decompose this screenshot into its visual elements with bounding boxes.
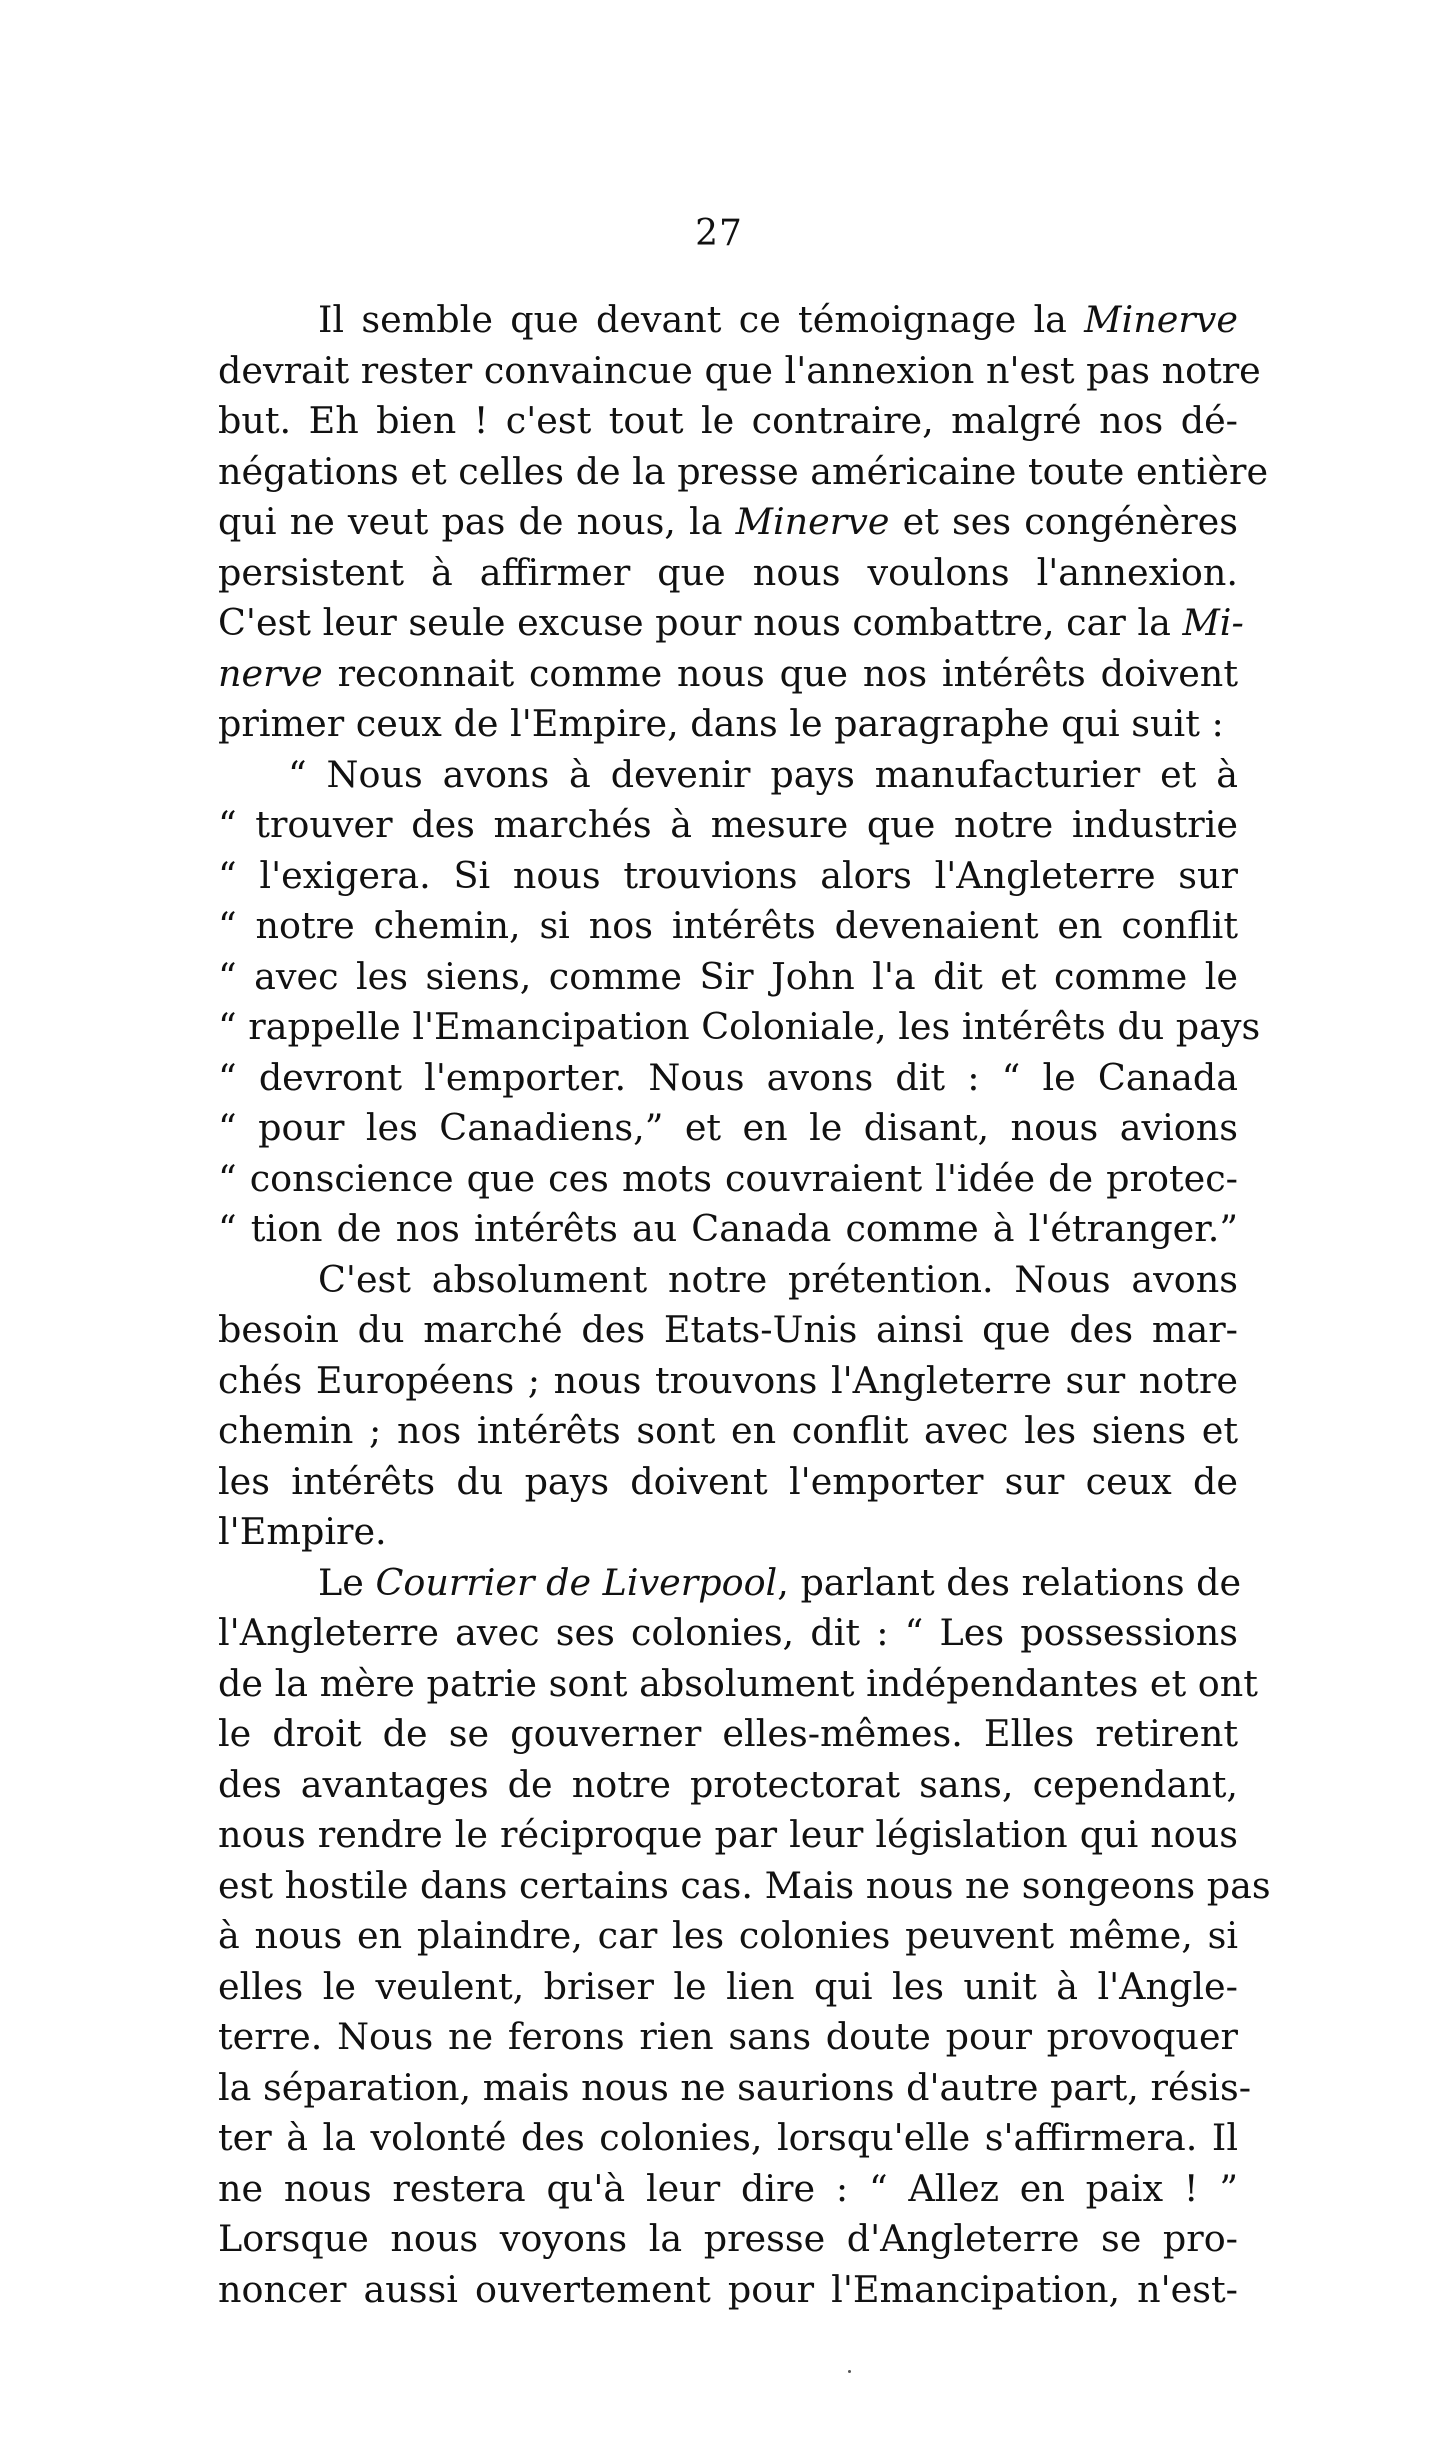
text-line: à nous en plaindre, car les colonies peuvent même, si	[218, 1914, 1238, 1957]
italic-title-minerve: Minerve	[1084, 298, 1238, 341]
italic-title-minerve: nerve	[218, 651, 323, 695]
text-line: “ Nous avons à devenir pays manufacturier et à	[288, 752, 1238, 796]
text-line: noncer aussi ouvertement pour l'Emancipation, n'est-	[218, 2267, 1238, 2311]
text-line: les intérêts du pays doivent l'emporter sur ceux de	[218, 1459, 1238, 1503]
text-line: négations et celles de la presse américaine toute entière	[218, 449, 1269, 493]
paragraph	[218, 1255, 1238, 1558]
italic-title-courrier: Courrier de Liverpool	[375, 1560, 778, 1604]
text-line: “ devront l'emporter. Nous avons dit : “ le Canada	[218, 1055, 1238, 1099]
text-line: Il semble que devant ce témoignage la Minerve	[318, 298, 1238, 341]
text-line: nous rendre le réciproque par leur législation qui nous	[218, 1813, 1238, 1856]
text-line: la séparation, mais nous ne saurions d'autre part, résis-	[218, 2065, 1252, 2109]
quotation	[218, 750, 1261, 1255]
text-line: des avantages de notre protectorat sans, cependant,	[218, 1762, 1238, 1806]
text-line: de la mère patrie sont absolument indépendantes et ont	[218, 1661, 1258, 1705]
text-line: but. Eh bien ! c'est tout le contraire, malgré nos dé-	[218, 399, 1238, 442]
text-line: “ notre chemin, si nos intérêts devenaient en conflit	[218, 904, 1238, 947]
page-number: 27	[695, 213, 743, 254]
text-line: devrait rester convaincue que l'annexion n'est pas notre	[218, 348, 1261, 392]
text-line: C'est leur seule excuse pour nous combattre, car la Mi-	[218, 601, 1244, 644]
text-line: besoin du marché des Etats-Unis ainsi que des mar-	[218, 1308, 1238, 1351]
text-line: “ avec les siens, comme Sir John l'a dit et comme le	[218, 954, 1238, 998]
text-line: terre. Nous ne ferons rien sans doute pour provoquer	[218, 2015, 1238, 2058]
text-line: chemin ; nos intérêts sont en conflit avec les siens et	[218, 1409, 1238, 1452]
text-line: qui ne veut pas de nous, la Minerve et ses congénères	[218, 500, 1238, 543]
text-line: “ l'exigera. Si nous trouvions alors l'Angleterre sur	[218, 853, 1238, 897]
text-line: primer ceux de l'Empire, dans le paragraphe qui suit :	[218, 702, 1224, 745]
text-line: “ trouver des marchés à mesure que notre industrie	[218, 803, 1238, 846]
paragraph	[218, 1558, 1271, 2316]
text-line: ne nous restera qu'à leur dire : “ Allez en paix ! ”	[218, 2166, 1238, 2210]
text-line: Le Courrier de Liverpool, parlant des relations de	[318, 1560, 1242, 1604]
text-line: le droit de se gouverner elles-mêmes. Elles retirent	[218, 1712, 1238, 1755]
text-line: “ conscience que ces mots couvraient l'idée de protec-	[218, 1156, 1238, 1200]
italic-title-minerve: Mi-	[1182, 601, 1244, 644]
text-line: “ rappelle l'Emancipation Coloniale, les intérêts du pays	[218, 1005, 1261, 1048]
text-line: ter à la volonté des colonies, lorsqu'elle s'affirmera. Il	[218, 2116, 1238, 2159]
text-line: elles le veulent, briser le lien qui les unit à l'Angle-	[218, 1964, 1238, 2008]
paragraph	[218, 295, 1269, 750]
text-line: chés Européens ; nous trouvons l'Angleterre sur notre	[218, 1358, 1238, 1402]
text-line: “ pour les Canadiens,” et en le disant, nous avions	[218, 1106, 1238, 1149]
text-line: persistent à affirmer que nous voulons l'annexion.	[218, 550, 1238, 594]
text-line: “ tion de nos intérêts au Canada comme à l'étranger.”	[218, 1207, 1238, 1250]
text-line: l'Empire.	[218, 1510, 387, 1553]
text-line: C'est absolument notre prétention. Nous avons	[318, 1257, 1238, 1301]
body-text	[218, 295, 1271, 2315]
text-line: est hostile dans certains cas. Mais nous ne songeons pas	[218, 1863, 1271, 1907]
text-line: l'Angleterre avec ses colonies, dit : “ Les possessions	[218, 1611, 1238, 1654]
ink-speck	[848, 2370, 851, 2373]
text-line: Lorsque nous voyons la presse d'Angleterre se pro-	[218, 2217, 1238, 2260]
text-line: nerve reconnait comme nous que nos intérêts doivent	[218, 651, 1238, 695]
italic-title-minerve: Minerve	[735, 500, 890, 543]
